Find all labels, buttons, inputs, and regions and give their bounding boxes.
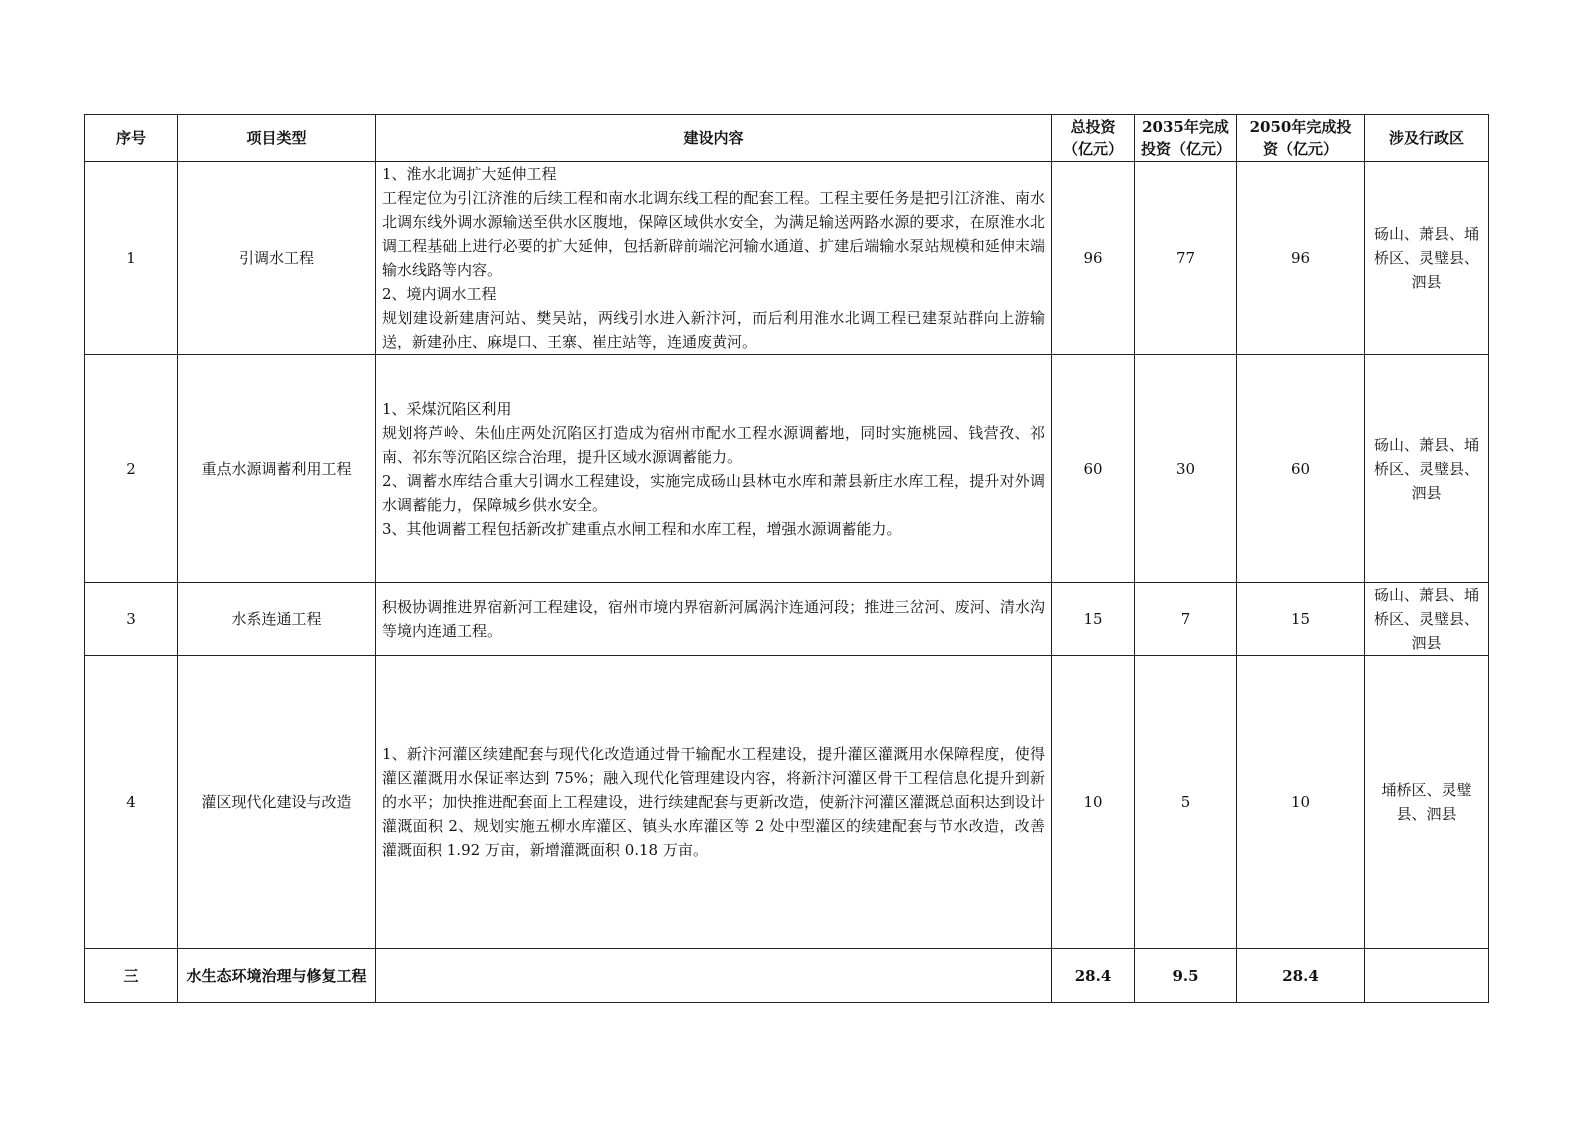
row-inv2035: 5 <box>1135 656 1237 949</box>
row-inv2035: 77 <box>1135 162 1237 355</box>
table-row <box>85 656 1489 949</box>
header-content: 建设内容 <box>376 115 1052 162</box>
header-seq: 序号 <box>85 115 178 162</box>
total-type: 水生态环境治理与修复工程 <box>178 949 376 1003</box>
row-inv2050: 10 <box>1237 656 1365 949</box>
total-seq: 三 <box>85 949 178 1003</box>
row-seq: 2 <box>85 355 178 583</box>
total-total: 28.4 <box>1052 949 1135 1003</box>
content-line: 3、其他调蓄工程包括新改扩建重点水闸工程和水库工程，增强水源调蓄能力。 <box>382 519 902 538</box>
total-inv2035: 9.5 <box>1135 949 1237 1003</box>
row-inv2050: 96 <box>1237 162 1365 355</box>
content-line: 规划将芦岭、朱仙庄两处沉陷区打造成为宿州市配水工程水源调蓄地，同时实施桃园、钱营孜、祁南、祁东等沉陷区综合治理，提升区域水源调蓄能力。 <box>382 423 1045 466</box>
row-region: 砀山、萧县、埇桥区、灵璧县、泗县 <box>1365 583 1489 656</box>
row-content <box>376 656 1052 949</box>
row-inv2035: 7 <box>1135 583 1237 656</box>
row-inv2035: 30 <box>1135 355 1237 583</box>
header-inv2035: 2035年完成投资（亿元） <box>1135 115 1237 162</box>
section-total-row <box>85 949 1489 1003</box>
total-region <box>1365 949 1489 1003</box>
total-content <box>376 949 1052 1003</box>
row-type: 灌区现代化建设与改造 <box>178 656 376 949</box>
row-inv2050: 60 <box>1237 355 1365 583</box>
row-content <box>376 355 1052 583</box>
row-total: 15 <box>1052 583 1135 656</box>
row-total: 60 <box>1052 355 1135 583</box>
header-region: 涉及行政区 <box>1365 115 1489 162</box>
content-line: 2、境内调水工程 <box>382 285 497 303</box>
row-region: 埇桥区、灵璧县、泗县 <box>1365 656 1489 949</box>
table-row <box>85 355 1489 583</box>
row-type: 引调水工程 <box>178 162 376 355</box>
content-line: 工程定位为引江济淮的后续工程和南水北调东线工程的配套工程。工程主要任务是把引江济淮、南水北调东线外调水源输送至供水区腹地，保障区域供水安全，为满足输送两路水源的要求，在原淮水北调工程基础上进行必要的扩大延伸，包括新辟前端沱河输水通道、扩建后端输水泵站规模和延伸末端输水线路等内容。 <box>382 189 1045 279</box>
row-inv2050: 15 <box>1237 583 1365 656</box>
content-line: 2、调蓄水库结合重大引调水工程建设，实施完成砀山县林屯水库和萧县新庄水库工程，提升对外调水调蓄能力，保障城乡供水安全。 <box>382 471 1045 514</box>
row-seq: 3 <box>85 583 178 656</box>
row-total: 96 <box>1052 162 1135 355</box>
header-row <box>85 115 1489 162</box>
row-type: 重点水源调蓄利用工程 <box>178 355 376 583</box>
header-type: 项目类型 <box>178 115 376 162</box>
header-total: 总投资（亿元） <box>1052 115 1135 162</box>
content-line: 1、新汴河灌区续建配套与现代化改造通过骨干输配水工程建设，提升灌区灌溉用水保障程度，使得灌区灌溉用水保证率达到 75%；融入现代化管理建设内容，将新汴河灌区骨干工程信息化提升到新的水平；加快推进配套面上工程建设，进行续建配套与更新改造，使新汴河灌区灌溉总面积达到设计灌溉面积 2、规划实施五柳水库灌区、镇头水库灌区等 2 处中型灌区的续建配套与节水改造，改善灌溉面积 1.92 万亩，新增灌溉面积 0.18 万亩。 <box>382 745 1045 859</box>
row-content <box>376 583 1052 656</box>
row-seq: 4 <box>85 656 178 949</box>
table-row <box>85 583 1489 656</box>
investment-table <box>84 114 1489 1003</box>
content-line: 1、采煤沉陷区利用 <box>382 399 512 418</box>
row-type: 水系连通工程 <box>178 583 376 656</box>
row-content <box>376 162 1052 355</box>
row-region: 砀山、萧县、埇桥区、灵璧县、泗县 <box>1365 355 1489 583</box>
content-line: 规划建设新建唐河站、樊吴站，两线引水进入新汴河，而后利用淮水北调工程已建泵站群向上游输送，新建孙庄、麻堤口、王寨、崔庄站等，连通废黄河。 <box>382 309 1045 351</box>
row-region: 砀山、萧县、埇桥区、灵璧县、泗县 <box>1365 162 1489 355</box>
total-inv2050: 28.4 <box>1237 949 1365 1003</box>
table-row <box>85 162 1489 355</box>
content-line: 积极协调推进界宿新河工程建设，宿州市境内界宿新河属涡汴连通河段；推进三岔河、废河、清水沟等境内连通工程。 <box>382 598 1045 640</box>
row-total: 10 <box>1052 656 1135 949</box>
header-inv2050: 2050年完成投资（亿元） <box>1237 115 1365 162</box>
content-line: 1、淮水北调扩大延伸工程 <box>382 165 557 183</box>
row-seq: 1 <box>85 162 178 355</box>
